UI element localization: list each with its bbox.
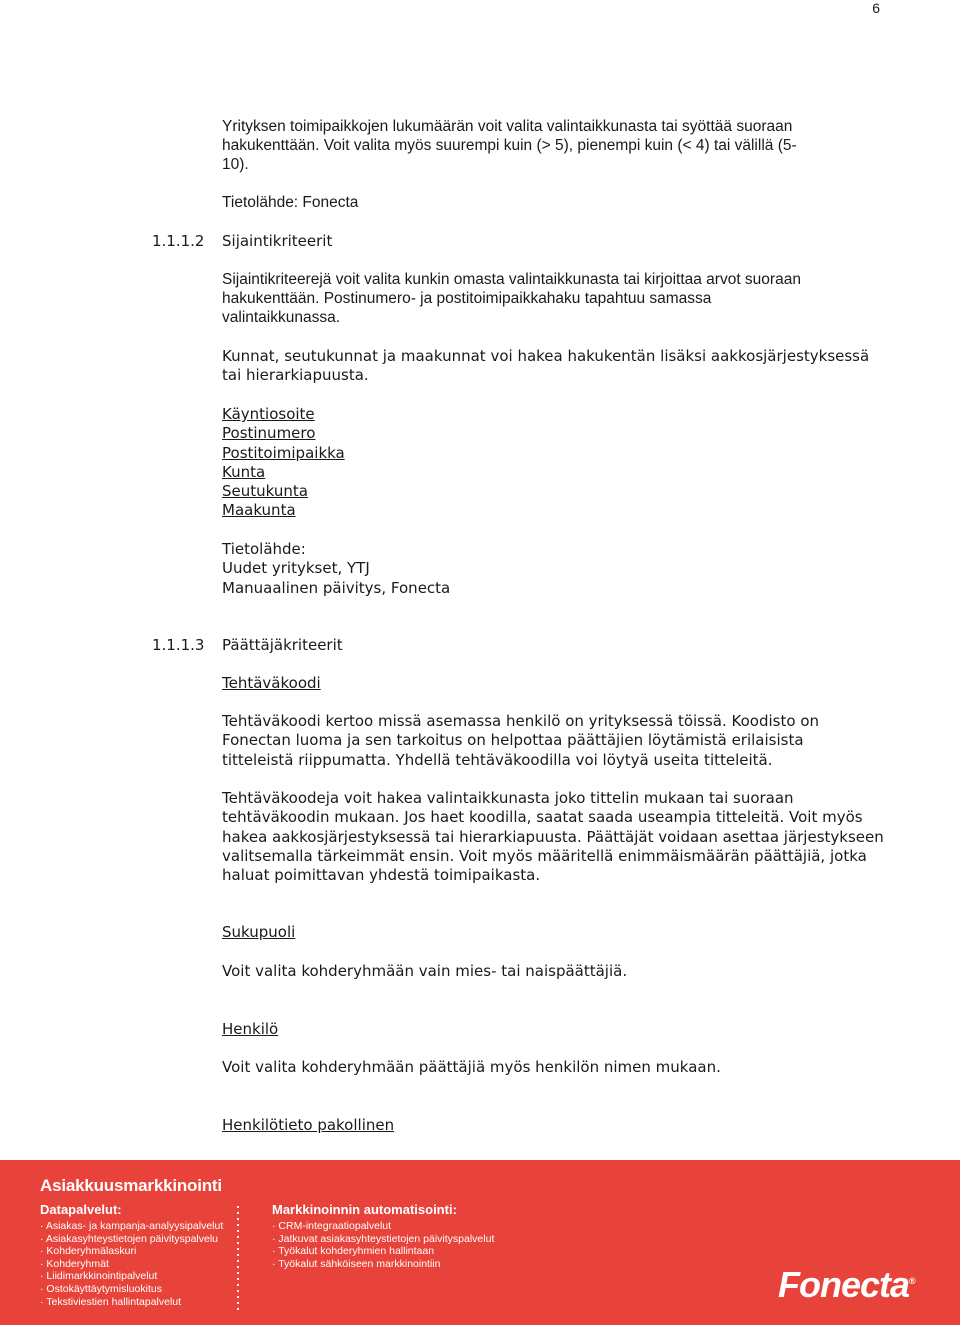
link-seutukunta[interactable]: Seutukunta [222,482,308,501]
tehtavakoodi-paragraph-1 [222,712,902,770]
section-title: Päättäjäkriteerit [222,636,343,654]
text-line: hakea aakkosjärjestyksessä tai hierarkiapuusta. Päättäjät voidaan asettaa järjestykseen [222,827,884,846]
subsection-title-sukupuoli[interactable]: Sukupuoli [222,923,296,941]
list-item: · Liidimarkkinointipalvelut [40,1270,158,1283]
subsection-title-tehtavakoodi[interactable]: Tehtäväkoodi [222,674,321,692]
text-line: hakukenttään. Voit valita myös suurempi kuin (> 5), pienempi kuin (< 4) tai välillä (5- [222,137,797,154]
location-paragraph-2 [222,347,902,386]
text-line: Fonectan luoma ja sen tarkoitus on helpottaa päättäjien löytämistä erilaisista [222,731,804,750]
text-line: tai hierarkiapuusta. [222,366,369,385]
banner-title: Asiakkuusmarkkinointi [40,1176,222,1195]
list-item: · Asiakasyhteystietojen päivityspalvelu [40,1232,219,1245]
section-number: 1.1.1.2 [152,232,205,250]
text-line: valitsemalla tärkeimmät ensin. Voit myös määritellä enimmäismäärän päättäjiä, jotka [222,846,867,865]
text-line: hakukenttään. Postinumero- ja postitoimipaikkahaku tapahtuu samassa [222,290,712,307]
list-item: · Kohderyhmälaskuri [40,1245,137,1258]
dotted-divider [237,1204,239,1314]
subsection-title-henkilotieto-pakollinen[interactable]: Henkilötieto pakollinen [222,1116,395,1134]
intro-paragraph [222,117,902,174]
section-title: Sijaintikriteerit [222,232,333,250]
banner-col2-list [272,1220,494,1270]
link-postitoimipaikka[interactable]: Postitoimipaikka [222,443,345,462]
location-source [222,540,902,598]
list-item: · CRM-integraatiopalvelut [272,1220,392,1232]
text-line: Manuaalinen päivitys, Fonecta [222,578,451,597]
henkilo-text: Voit valita kohderyhmään päättäjiä myös henkilön nimen mukaan. [222,1058,721,1076]
location-link-list [222,405,902,521]
page-number: 6 [872,0,880,16]
text-line: Yrityksen toimipaikkojen lukumäärän voit valita valintaikkunasta tai syöttää suoraan [222,118,793,135]
section-number: 1.1.1.3 [152,636,205,654]
subsection-title-henkilo[interactable]: Henkilö [222,1020,279,1038]
link-maakunta[interactable]: Maakunta [222,501,296,520]
list-item: · Kohderyhmät [40,1257,109,1270]
text-line: 10). [222,156,249,173]
banner-col1-heading: Datapalvelut: [40,1202,122,1217]
text-line: Tietolähde: [222,540,306,558]
footer-banner [0,1160,960,1325]
text-line: Kunnat, seutukunnat ja maakunnat voi hakea hakukentän lisäksi aakkosjärjestyksessä [222,347,870,365]
link-postinumero[interactable]: Postinumero [222,424,316,443]
text-line: haluat poimittavan yhdestä toimipaikasta. [222,866,541,885]
text-line: valintaikkunassa. [222,309,341,326]
banner-col1-list [40,1220,223,1308]
list-item: · Ostokäyttäytymisluokitus [40,1282,162,1295]
text-line: Uudet yritykset, YTJ [222,559,370,578]
sukupuoli-text: Voit valita kohderyhmään vain mies- tai naispäättäjiä. [222,962,628,980]
list-item: · Työkalut sähköiseen markkinointiin [272,1257,441,1270]
banner-col2-heading: Markkinoinnin automatisointi: [272,1202,457,1217]
text-line: Tehtäväkoodi kertoo missä asemassa henkilö on yrityksessä töissä. Koodisto on [222,712,819,730]
list-item: · Työkalut kohderyhmien hallintaan [272,1245,435,1258]
list-item: · Asiakas- ja kampanja-analyysipalvelut [40,1220,224,1232]
registered-mark: ® [909,1276,915,1286]
text-line: titteleistä riippumatta. Yhdellä tehtäväkoodilla voi löytyä useita titteleitä. [222,750,773,769]
text-line: Sijaintikriteerejä voit valita kunkin omasta valintaikkunasta tai kirjoittaa arvot suoraan [222,271,801,288]
fonecta-logo [778,1264,915,1306]
location-paragraph-1 [222,270,902,327]
text-line: tehtäväkoodin mukaan. Jos haet koodilla, saatat saada useampia titteleitä. Voit myös [222,808,863,827]
link-kayntiosoite[interactable]: Käyntiosoite [222,405,315,423]
text-line: Tehtäväkoodeja voit hakea valintaikkunasta joko tittelin mukaan tai suoraan [222,789,794,807]
intro-source: Tietolähde: Fonecta [222,194,359,211]
logo-text: Fonecta [778,1264,910,1305]
tehtavakoodi-paragraph-2 [222,789,902,885]
list-item: · Tekstiviestien hallintapalvelut [40,1295,182,1308]
link-kunta[interactable]: Kunta [222,462,266,481]
list-item: · Jatkuvat asiakasyhteystietojen päivityspalvelut [272,1232,495,1245]
